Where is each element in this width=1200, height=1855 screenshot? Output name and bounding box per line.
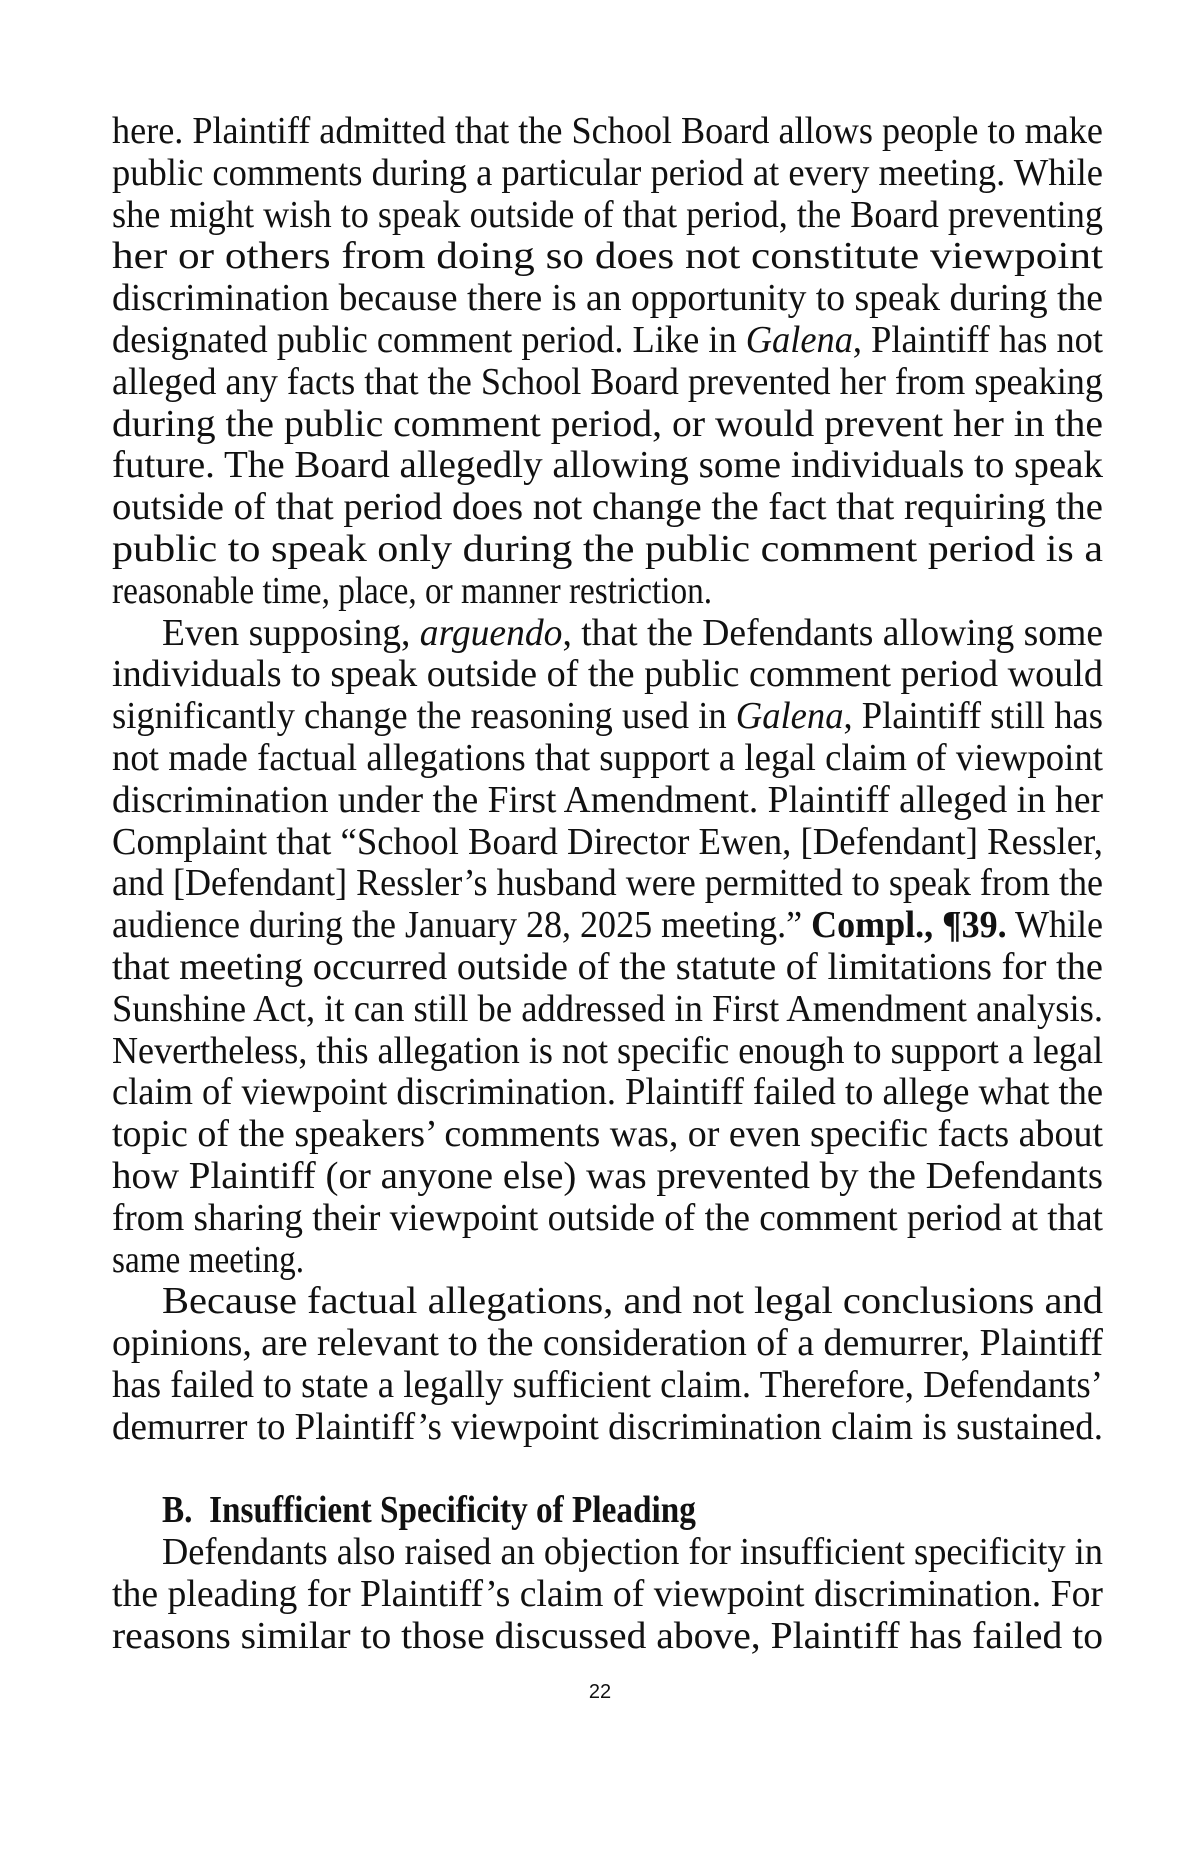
italic-text: arguendo — [419, 611, 563, 654]
document-body — [112, 111, 1103, 1657]
text-line — [112, 362, 1103, 404]
text-span: alleged any facts that the School Board prevented her from speaking — [112, 360, 1103, 403]
page-number: 22 — [588, 1681, 612, 1703]
text-span: her or others from doing so does not constitute viewpoint — [112, 235, 1103, 278]
text-span: from sharing their viewpoint outside of the comment period at that — [112, 1196, 1103, 1239]
text-span: she might wish to speak outside of that period, the Board preventing — [112, 193, 1103, 236]
bold-text: B. Insufficient Specificity of Pleading — [162, 1489, 696, 1532]
text-line — [112, 487, 1103, 529]
text-line — [112, 195, 1103, 237]
italic-text: Galena — [735, 695, 844, 738]
text-line — [112, 571, 1103, 613]
text-span: significantly change the reasoning used in — [112, 695, 736, 738]
text-span: Defendants also raised an objection for insufficient specificity in — [162, 1531, 1103, 1574]
text-span: topic of the speakers’ comments was, or even specific facts about — [112, 1113, 1103, 1156]
text-line — [112, 1240, 1103, 1282]
text-span: during the public comment period, or would prevent her in the — [112, 402, 1103, 445]
text-span: future. The Board allegedly allowing some individuals to speak — [112, 444, 1103, 487]
text-line — [112, 989, 1103, 1031]
text-span: designated public comment period. Like in — [112, 318, 746, 361]
text-span: , Plaintiff has not — [852, 318, 1103, 361]
text-line — [112, 111, 1103, 153]
bold-text: Compl., ¶39. — [811, 904, 1007, 947]
text-span: claim of viewpoint discrimination. Plaintiff failed to allege what the — [112, 1071, 1103, 1114]
text-span: reasonable time, place, or manner restriction. — [112, 569, 713, 612]
text-span: opinions, are relevant to the consideration of a demurrer, Plaintiff — [112, 1322, 1103, 1365]
text-span: , that the Defendants allowing some — [562, 611, 1103, 654]
text-span: Because factual allegations, and not legal conclusions and — [162, 1280, 1103, 1323]
text-span: Nevertheless, this allegation is not specific enough to support a legal — [112, 1029, 1103, 1072]
text-span: individuals to speak outside of the public comment period would — [112, 653, 1103, 696]
text-span: here. Plaintiff admitted that the School Board allows people to make — [112, 110, 1103, 152]
text-span: that meeting occurred outside of the statute of limitations for the — [112, 945, 1103, 988]
text-span: audience during the January 28, 2025 meeting.” — [112, 904, 812, 947]
text-span: discrimination because there is an opportunity to speak during the — [112, 277, 1103, 320]
text-line — [112, 278, 1103, 320]
text-span: Even supposing, — [162, 611, 420, 654]
text-span: demurrer to Plaintiff’s viewpoint discrimination claim is sustained. — [112, 1405, 1103, 1448]
text-span: not made factual allegations that support a legal claim of viewpoint — [112, 736, 1103, 779]
text-span: outside of that period does not change the fact that requiring the — [112, 486, 1103, 529]
text-line — [112, 1198, 1103, 1240]
text-span: , Plaintiff still has — [843, 695, 1103, 738]
text-line — [112, 1156, 1103, 1198]
text-span: discrimination under the First Amendment. Plaintiff alleged in her — [112, 778, 1103, 821]
text-span: reasons similar to those discussed above, Plaintiff has failed to — [112, 1614, 1103, 1657]
text-line — [112, 863, 1103, 905]
italic-text: Galena — [745, 318, 853, 361]
text-line — [112, 404, 1103, 446]
text-line — [112, 947, 1103, 989]
text-span: the pleading for Plaintiff’s claim of viewpoint discrimination. For — [112, 1572, 1103, 1615]
section-heading — [112, 1490, 1103, 1532]
text-line — [112, 1616, 1103, 1658]
text-line — [112, 236, 1103, 278]
text-line — [112, 1323, 1103, 1365]
text-span: and [Defendant] Ressler’s husband were permitted to speak from the — [112, 862, 1103, 905]
text-line — [112, 1574, 1103, 1616]
text-span: While — [1006, 904, 1103, 947]
text-line — [112, 320, 1103, 362]
text-span: public comments during a particular period at every meeting. While — [112, 151, 1103, 194]
text-line — [112, 1031, 1103, 1073]
text-line — [112, 529, 1103, 571]
text-line — [112, 613, 1103, 655]
text-line — [112, 780, 1103, 822]
text-line — [112, 1114, 1103, 1156]
text-line — [112, 445, 1103, 487]
text-line — [112, 1365, 1103, 1407]
text-span: has failed to state a legally sufficient claim. Therefore, Defendants’ — [112, 1363, 1103, 1406]
text-line — [112, 822, 1103, 864]
text-span: Sunshine Act, it can still be addressed in First Amendment analysis. — [112, 987, 1103, 1030]
text-line — [112, 1532, 1103, 1574]
text-span: Complaint that “School Board Director Ewen, [Defendant] Ressler, — [112, 820, 1103, 863]
text-span: how Plaintiff (or anyone else) was prevented by the Defendants — [112, 1154, 1103, 1197]
text-line — [112, 1072, 1103, 1114]
text-line — [112, 654, 1103, 696]
text-line — [112, 1449, 1103, 1491]
text-line — [112, 738, 1103, 780]
text-line — [112, 696, 1103, 738]
text-line — [112, 1281, 1103, 1323]
text-span: public to speak only during the public comment period is a — [112, 527, 1103, 570]
text-span: same meeting. — [112, 1238, 305, 1281]
text-line — [112, 153, 1103, 195]
text-line — [112, 905, 1103, 947]
text-line — [112, 1407, 1103, 1449]
